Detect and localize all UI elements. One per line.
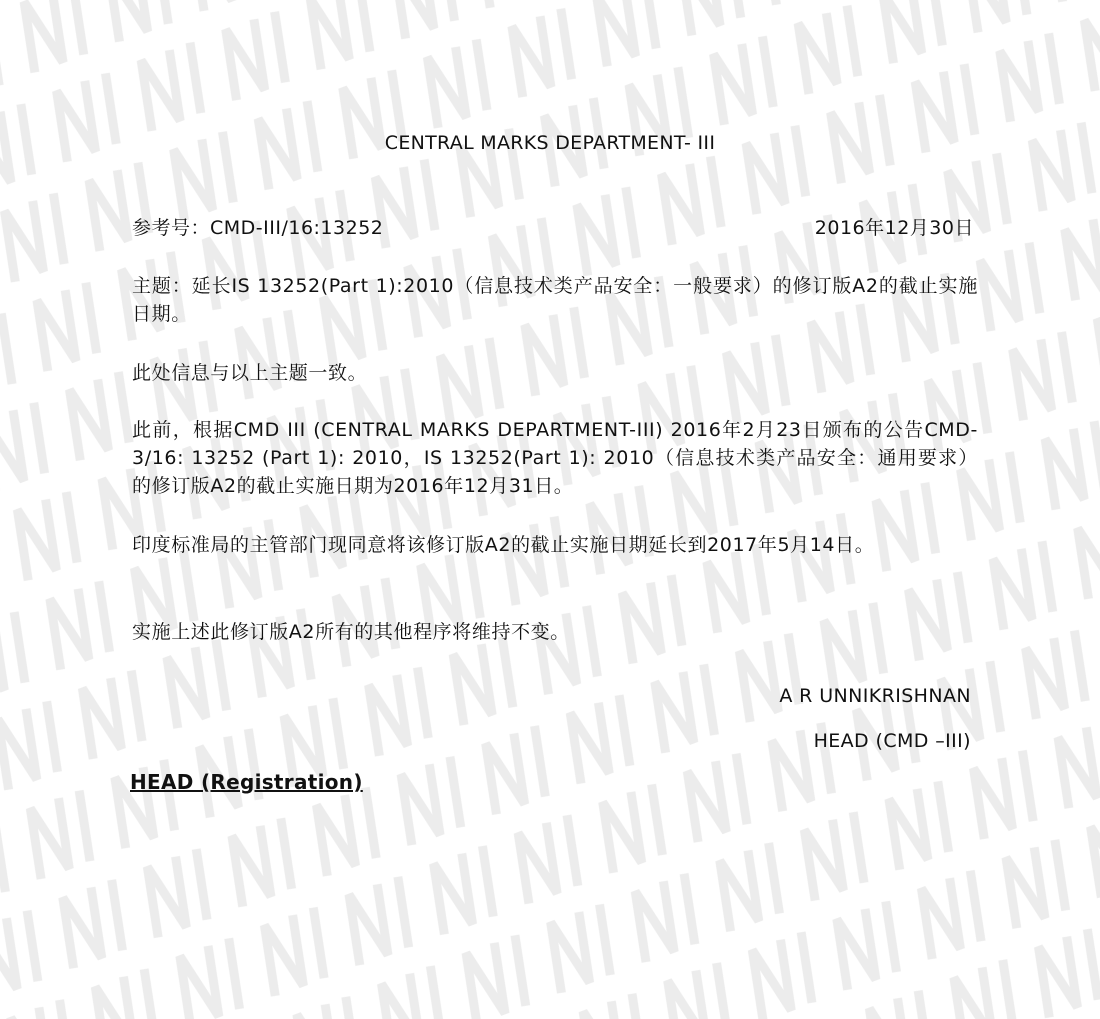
extension-paragraph: 印度标准局的主管部门现同意将该修订版A2的截止实施日期延长到2017年5月14日。	[132, 534, 875, 556]
document-title: CENTRAL MARKS DEPARTMENT- III	[384, 132, 716, 154]
signatory-title: HEAD (CMD –III)	[813, 730, 971, 752]
subject-paragraph: 主题：延长IS 13252(Part 1):2010（信息技术类产品安全：一般要求）的修订版A2的截止实施日期。	[132, 275, 978, 325]
procedure-paragraph: 实施上述此修订版A2所有的其他程序将维持不变。	[132, 621, 570, 643]
reference-paragraph: 此处信息与以上主题一致。	[132, 362, 368, 384]
reference-number: 参考号：CMD-III/16:13252	[132, 217, 384, 239]
document-date: 2016年12月30日	[814, 217, 974, 239]
copy-to-heading: HEAD (Registration)	[130, 770, 363, 794]
signatory-name: A R UNNIKRISHNAN	[779, 685, 971, 707]
background-paragraph: 此前，根据CMD III (CENTRAL MARKS DEPARTMENT-III) 2016年2月23日颁布的公告CMD-3/16: 13252 (Part 1): 2010，IS 13252(Part 1): 2010（信息技术类产品安全：通用要求）的修订版A2的截止实施日期为2016年12月31日。	[132, 419, 978, 497]
